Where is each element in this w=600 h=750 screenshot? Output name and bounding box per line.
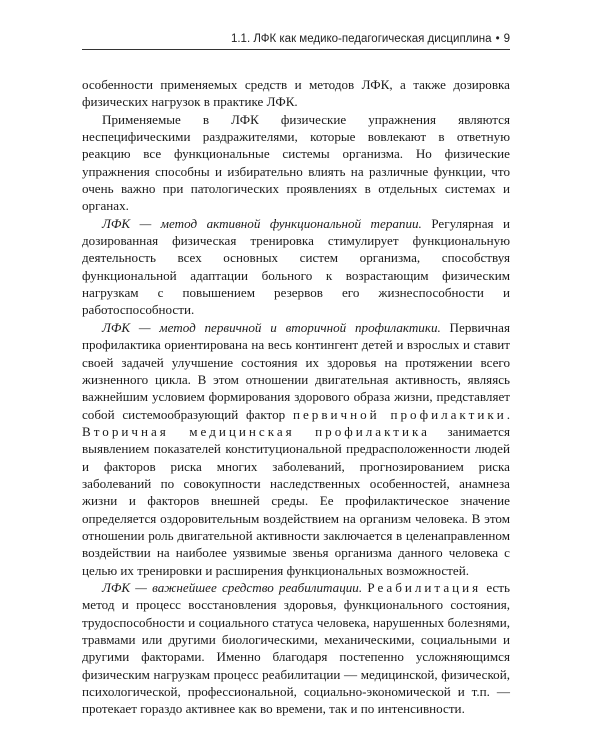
paragraph-5 [82, 579, 510, 718]
chapter-title: ЛФК как медико-педагогическая дисциплина [253, 33, 492, 45]
paragraph-3 [82, 215, 510, 319]
book-page [82, 33, 510, 718]
paragraph-text: Регулярная и дозированная физическая тренировка стимулирует функциональную деятельность всех основных систем организма, способствуя функциональной адаптации больного к возрастающим физическим нагрузкам с повышением резервов его жизнеспособности и работоспособности. [82, 215, 511, 318]
paragraph-text: есть метод и процесс восстановления здоровья, функционального состояния, трудоспособности и социального статуса человека, нарушенных болезнями, травмами или другими биологическими, механическими, социальными и другими факторами. Именно благодаря постепенно усложняющимся физическим нагрузкам процесс реабилитации — медицинской, физической, психологической, профессиональной, социально-экономической и т.п. — протекает гораздо активнее как во времени, так и по интенсивности. [82, 579, 510, 717]
paragraph-4 [82, 319, 510, 579]
spaced-term: первичной профилактики [292, 406, 507, 422]
paragraph-text: особенности применяемых средств и методов ЛФК, а также дозировка физических нагрузок в практике ЛФК. [82, 77, 510, 110]
spaced-term: Вторичная медицинская профилактика [82, 423, 430, 439]
paragraph-lead-italic: ЛФК — важнейшее средство реабилитации. [102, 579, 363, 595]
paragraph-text: занимается выявлением показателей конституциональной предрасположенности людей и факторов риска многих заболеваний, прогнозированием риска заболеваний по совокупности наследственных особенностей, анамнеза жизни и факторов внешней среды. Ее профилактическое значение определяется оздоровительным воздействием на организм человека. В этом отношении роль двигательной активности заключается в целенаправленном воздействии на наиболее уязвимые звенья организма данного человека с целью их тренировки и расширения функциональных возможностей. [82, 423, 510, 578]
paragraph-1 [82, 76, 510, 111]
paragraph-lead-italic: ЛФК — метод активной функциональной терапии. [102, 215, 422, 231]
paragraph-text: . [506, 406, 510, 422]
paragraph-text: Применяемые в ЛФК физические упражнения являются неспецифическими раздражителями, которые вовлекают в ответную реакцию все функциональные системы организма. Но физические упражнения способны и избирательно влиять на различные функции, что очень важно при патологических проявлениях в отдельных системах и органах. [82, 111, 510, 214]
body-text [82, 76, 510, 718]
header-bullet: • [495, 33, 500, 45]
paragraph-2 [82, 111, 510, 215]
spaced-term: Реабилитация [367, 579, 482, 595]
section-number: 1.1. [230, 33, 251, 45]
page-number: 9 [503, 33, 510, 45]
paragraph-lead-italic: ЛФК — метод первичной и вторичной профилактики. [102, 319, 441, 335]
paragraph-text: Первичная профилактика ориентирована на весь контингент детей и взрослых и ставит своей задачей улучшение состояния их здоровья на протяжении всего жизненного цикла. В этом отношении двигательная активность, являясь важнейшим условием формирования здорового образа жизни, представляет собой системообразующий фактор [82, 319, 510, 422]
running-header [82, 33, 510, 50]
